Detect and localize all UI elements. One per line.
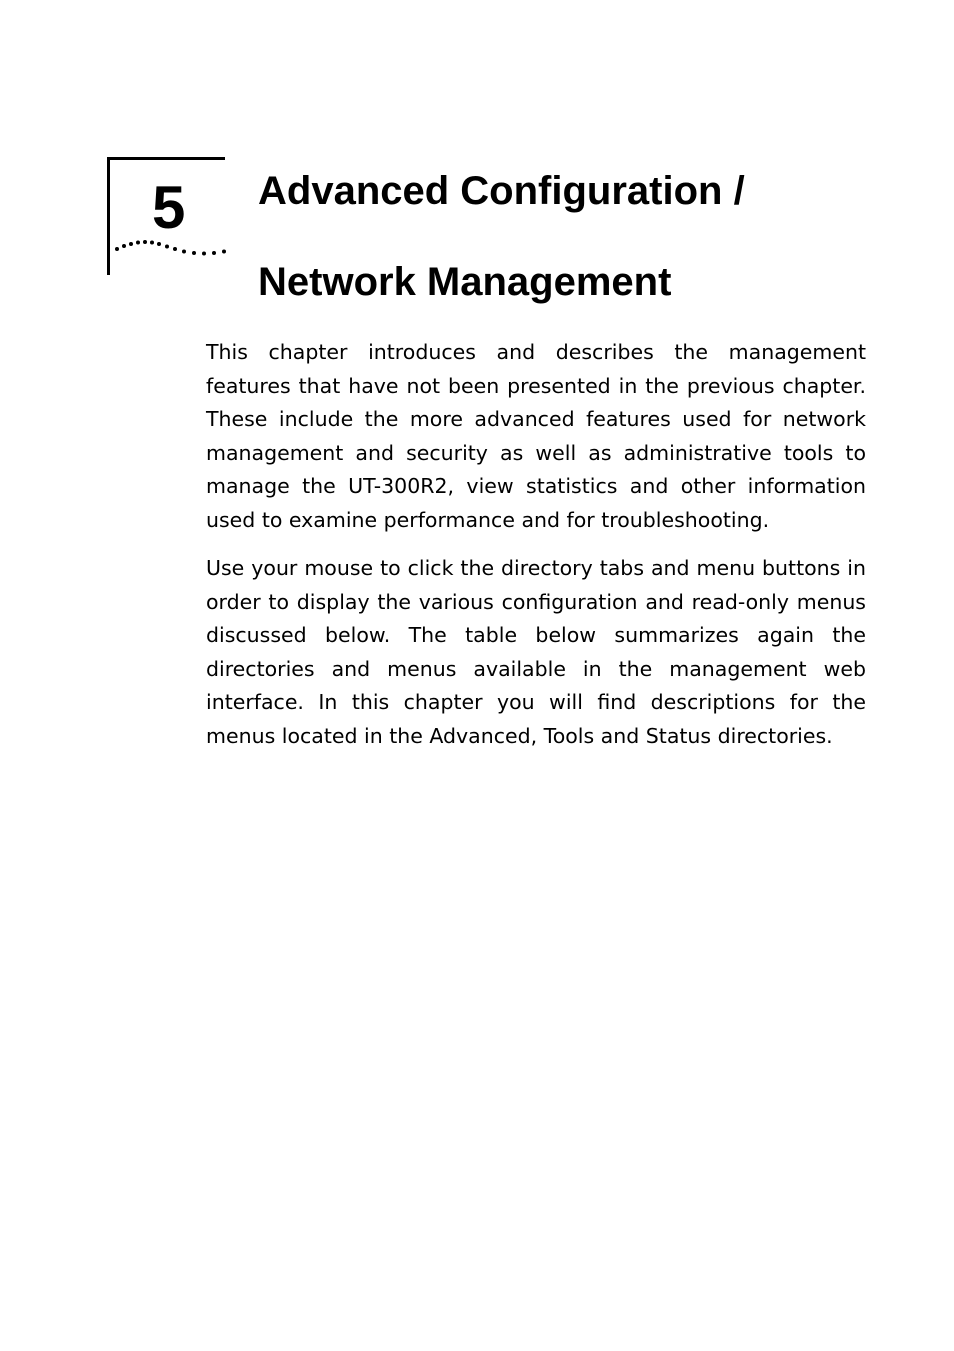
navigation-paragraph: Use your mouse to click the directory tabs and menu buttons in order to display the various configuration and read-only menus discussed below. The table below summarizes again the directories and menus available in the management web interface. In this chapter you will find descriptions for the menus located in the Advanced, Tools and Status directories. <box>206 556 866 748</box>
chapter-marker <box>107 157 227 277</box>
chapter-title-line-2: Network Management <box>258 260 672 304</box>
chapter-marker-horizontal-rule <box>107 157 225 160</box>
intro-paragraph: This chapter introduces and describes the management features that have not been presented in the previous chapter. These include the more advanced features used for network management and security as well as administrative tools to manage the UT-300R2, view statistics and other information used to examine performance and for troubleshooting. <box>206 340 866 532</box>
chapter-marker-vertical-rule <box>107 157 110 275</box>
chapter-title-line-1: Advanced Configuration / <box>258 169 745 213</box>
chapter-title <box>258 146 745 328</box>
dotted-curve-decoration <box>113 235 229 263</box>
chapter-body <box>206 336 866 768</box>
chapter-number: 5 <box>152 174 186 241</box>
